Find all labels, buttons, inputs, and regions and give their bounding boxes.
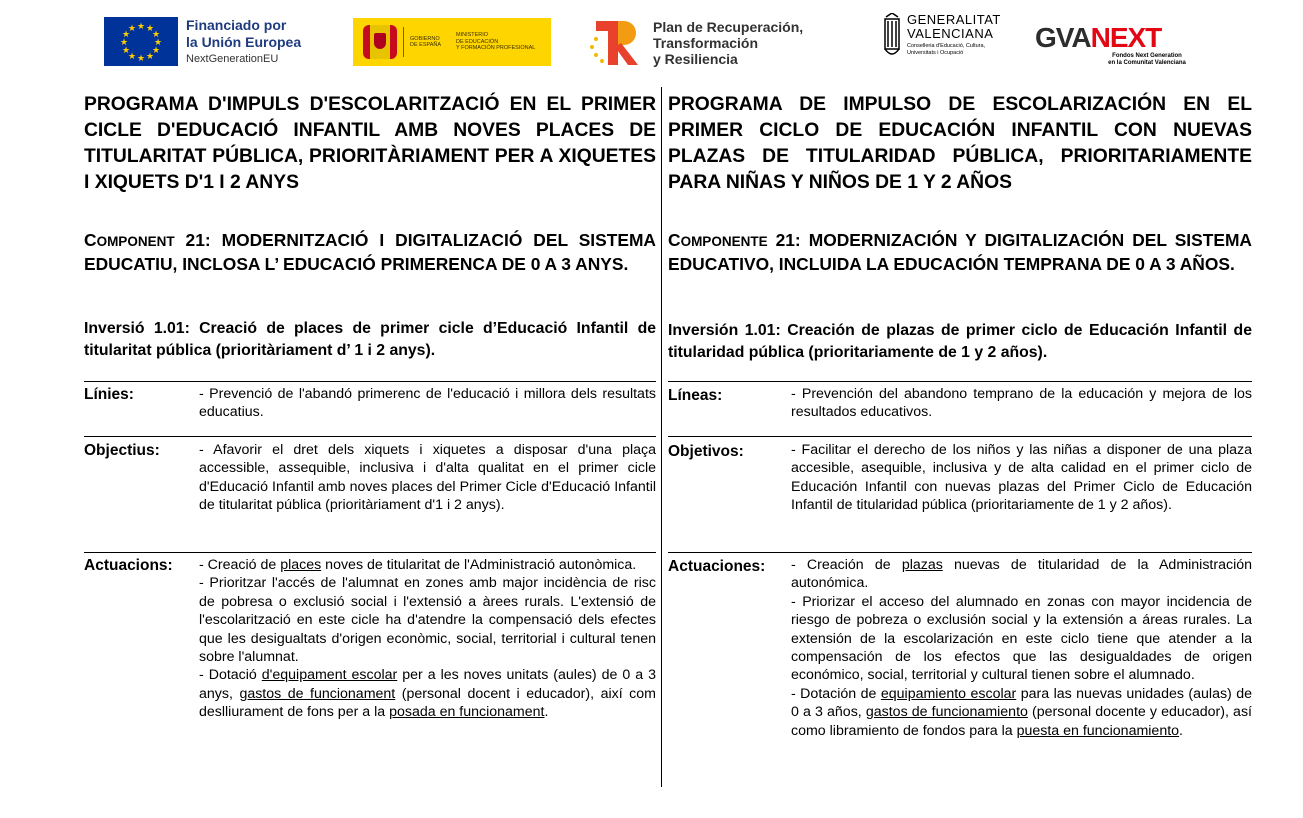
gvanext-part1: GVA bbox=[1035, 22, 1091, 53]
investment-heading-ca: Inversió 1.01: Creació de places de primer cicle d’Educació Infantil de titularitat pública (prioritàriament d’ 1 i 2 anys). bbox=[84, 320, 656, 359]
lines-label-es: Líneas: bbox=[668, 387, 723, 404]
program-title-es: PROGRAMA DE IMPULSO DE ESCOLARIZACIÓN EN EL PRIMER CICLO DE EDUCACIÓN INFANTIL CON NUEVAS PLAZAS DE TITULARIDAD PÚBLICA, PRIORITARIAMENTE PARA NIÑAS Y NIÑOS DE 1 Y 2 AÑOS bbox=[668, 94, 1252, 193]
plan-line1: Plan de Recuperación, bbox=[653, 19, 804, 35]
row-divider-objectives-ca bbox=[84, 436, 656, 437]
actions-label-es: Actuaciones: bbox=[668, 558, 766, 575]
objectives-label-es: Objetivos: bbox=[668, 443, 744, 460]
generalitat-line1: GENERALITAT bbox=[907, 12, 1001, 27]
eu-line3: NextGenerationEU bbox=[186, 53, 279, 65]
row-divider-lines-es bbox=[668, 381, 1252, 382]
row-divider-actions-es bbox=[668, 552, 1252, 553]
action-3-es: - Dotación de equipamiento escolar para las nuevas unidades (aulas) de 0 a 3 años, gastos de funcionamiento (personal docente y educador), así como libramiento de fondos para la puesta en funcionamiento. bbox=[791, 685, 1253, 739]
actions-label-ca: Actuacions: bbox=[84, 557, 173, 574]
objectives-text-es: - Facilitar el derecho de los niños y las niñas a disponer de una plaza accesible, asequible, inclusiva y de alta calidad en el primer ciclo de Educación Infantil con nuevas plazas del Primer Ciclo de Educación Infantil de titularidad pública (prioritariamente de 1 y 2 años). bbox=[791, 442, 1252, 514]
generalitat-line2: VALENCIANA bbox=[907, 26, 994, 41]
objectives-text-ca: - Afavorir el dret dels xiquets i xiquetes a disposar d'una plaça accessible, assequible, inclusiva i d'alta qualitat en el primer cicle d'Educació Infantil amb noves places del Primer Cicle d'Educació Infantil de titularitat pública (prioritàriament d'1 i 2 anys). bbox=[199, 442, 656, 514]
actions-text-es bbox=[791, 556, 1252, 740]
plan-recuperacion-logo bbox=[588, 17, 803, 69]
investment-heading-es: Inversión 1.01: Creación de plazas de primer ciclo de Educación Infantil de titularidad pública (prioritariamente de 1 y 2 años). bbox=[668, 322, 1252, 361]
eu-logo bbox=[104, 17, 301, 67]
eu-line2: la Unión Europea bbox=[186, 34, 302, 50]
generalitat-emblem-icon bbox=[882, 13, 902, 59]
lines-text-es: - Prevención del abandono temprano de la educación y mejora de los resultados educativos. bbox=[791, 386, 1252, 421]
plan-line3: y Resiliencia bbox=[653, 51, 738, 67]
action-1-ca: - Creació de places noves de titularitat de l'Administració autonòmica. bbox=[199, 557, 637, 573]
eu-flag-icon: ★ ★ ★ ★ ★ ★ ★ ★ ★ ★ ★ ★ bbox=[104, 17, 178, 66]
row-divider-objectives-es bbox=[668, 436, 1252, 437]
plan-line2: Transformación bbox=[653, 35, 759, 51]
generalitat-logo bbox=[882, 13, 1001, 59]
generalitat-line3: Conselleria d'Educació, Cultura, Universitats i Ocupació bbox=[907, 43, 986, 56]
actions-text-ca bbox=[199, 556, 656, 722]
lines-text-ca: - Prevenció de l'abandó primerenc de l'educació i millora dels resultats educatius. bbox=[199, 386, 656, 421]
gobierno-text: GOBIERNO DE ESPAÑA bbox=[410, 35, 442, 48]
action-2-ca: - Prioritzar l'accés de l'alumnat en zones amb major incidència de risc de pobresa o exclusió social i l'extensió a àrees rurals. L'extensió de l'escolarització en este cicle ha d'atendre la compensació dels efectes que les desigualtats d'origen econòmic, social, territorial i cultural tenen sobre l'alumnat. bbox=[199, 575, 656, 666]
spain-coat-of-arms-icon bbox=[363, 25, 397, 59]
gvanext-part2: NEXT bbox=[1090, 22, 1162, 53]
column-divider bbox=[661, 87, 662, 787]
gvanext-caption: Fondos Next Generation en la Comunitat Valenciana bbox=[1108, 53, 1186, 66]
prtr-mark-icon bbox=[588, 17, 643, 69]
action-2-es: - Priorizar el acceso del alumnado en zonas con mayor incidencia de riesgo de pobreza o exclusión social y la extensión a áreas rurales. La extensión de la escolarización en este ciclo tiene que atender a la compensación de los efectos que las desigualdades de origen económico, social, territorial y cultural tienen sobre el alumnado. bbox=[791, 593, 1252, 684]
gvanext-logo bbox=[1035, 23, 1205, 67]
component-heading-ca: COMPONENT 21: MODERNITZACIÓ I DIGITALIZACIÓ DEL SISTEMA EDUCATIU, INCLOSA L’ EDUCACIÓ PRIMERENCA DE 0 A 3 ANYS. bbox=[84, 230, 656, 274]
row-divider-actions-ca bbox=[84, 552, 656, 553]
lines-label-ca: Línies: bbox=[84, 386, 134, 403]
program-title-ca: PROGRAMA D'IMPULS D'ESCOLARITZACIÓ EN EL PRIMER CICLE D'EDUCACIÓ INFANTIL AMB NOVES PLACES DE TITULARITAT PÚBLICA, PRIORITÀRIAMENT PER A XIQUETES I XIQUETS D'1 I 2 ANYS bbox=[84, 94, 656, 193]
gobierno-logo bbox=[353, 18, 551, 66]
eu-line1: Financiado por bbox=[186, 17, 287, 33]
ministerio-text: MINISTERIO DE EDUCACIÓN Y FORMACIÓN PROFESIONAL bbox=[456, 32, 536, 52]
row-divider-lines-ca bbox=[84, 381, 656, 382]
action-3-ca: - Dotació d'equipament escolar per a les noves unitats (aules) de 0 a 3 anys, gastos de funcionament (personal docent i educador), així com deslliurament de fons per a la posada en funcionament. bbox=[199, 667, 657, 721]
action-1-es: - Creación de plazas nuevas de titularidad de la Administración autonómica. bbox=[791, 557, 1253, 592]
logo-strip bbox=[0, 0, 1303, 80]
objectives-label-ca: Objectius: bbox=[84, 442, 160, 459]
component-heading-es: COMPONENTE 21: MODERNIZACIÓN Y DIGITALIZACIÓN DEL SISTEMA EDUCATIVO, INCLUIDA LA EDUCACIÓN TEMPRANA DE 0 A 3 AÑOS. bbox=[668, 230, 1252, 274]
